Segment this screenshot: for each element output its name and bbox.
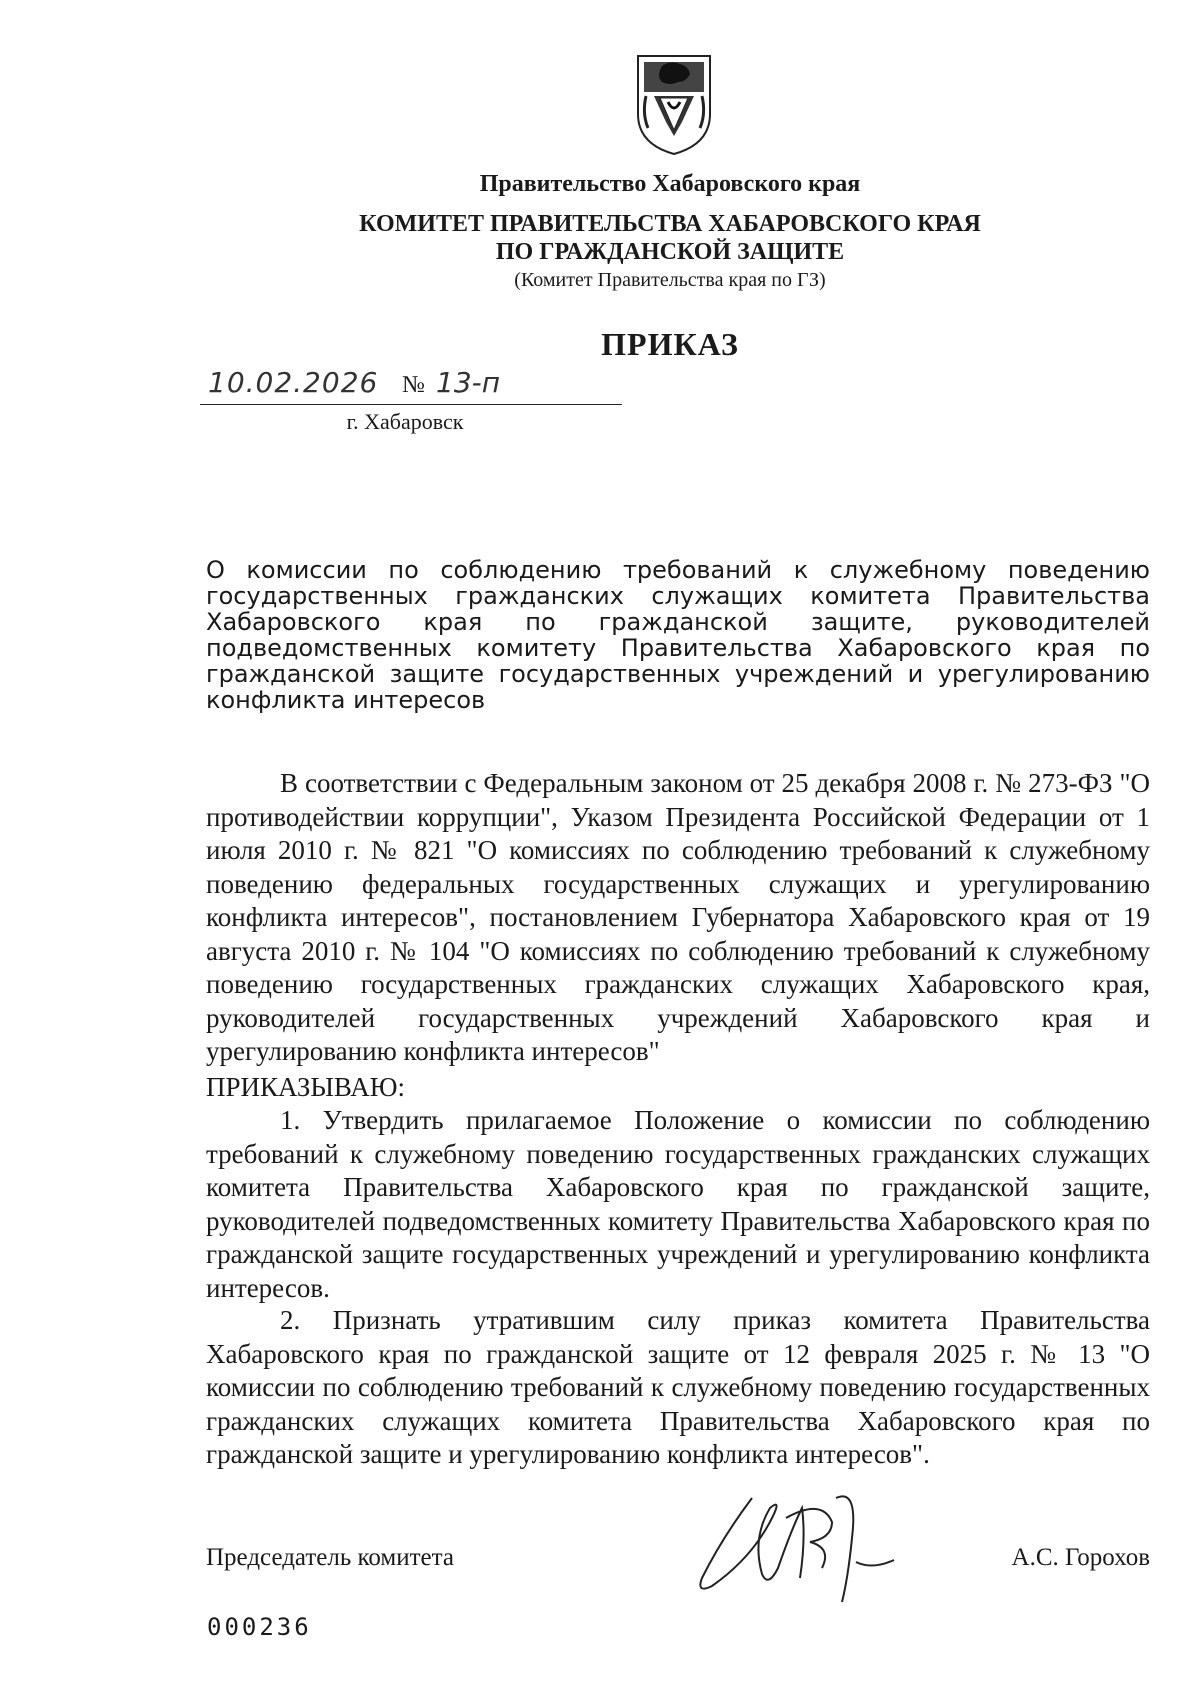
government-name: Правительство Хабаровского края bbox=[479, 171, 861, 197]
committee-abbreviation: (Комитет Правительства края по ГЗ) bbox=[514, 269, 826, 291]
number-sign: № bbox=[402, 372, 425, 398]
serial-number: 000236 bbox=[207, 1613, 312, 1641]
decree-word: ПРИКАЗЫВАЮ: bbox=[206, 1072, 405, 1102]
khabarovsk-coat-of-arms-icon bbox=[632, 52, 716, 158]
order-item-1: 1. Утвердить прилагаемое Положение о комиссии по соблюдению требований к служебному поведению государственных гражданских служащих комитета Правительства Хабаровского края по гражданской защите, руководителей подведомственных комитету Правительства Хабаровского края по гражданской защите государственных учреждений и урегулированию конфликта интересов. bbox=[206, 1105, 1150, 1303]
preamble-paragraph: В соответствии с Федеральным законом от 25 декабря 2008 г. № 273-ФЗ "О противодействии коррупции", Указом Президента Российской Федерации от 1 июля 2010 г. № 821 "О комиссиях по соблюдению требований к служебному поведению федеральных государственных служащих и урегулированию конфликта интересов", постановлением Губернатора Хабаровского края от 19 августа 2010 г. № 104 "О комиссиях по соблюдению требований к служебному поведению государственных гражданских служащих Хабаровского края, руководителей государственных учреждений Хабаровского края и урегулированию конфликта интересов" bbox=[206, 768, 1150, 1066]
city: г. Хабаровск bbox=[346, 409, 464, 434]
order-item-2: 2. Признать утратившим силу приказ комитета Правительства Хабаровского края по гражданской защите от 12 февраля 2025 г. № 13 "О комиссии по соблюдению требований к служебному поведению государственных гражданских служащих комитета Правительства Хабаровского края по гражданской защите и урегулированию конфликта интересов". bbox=[206, 1305, 1150, 1469]
handwritten-date: 10.02.2026 bbox=[208, 366, 379, 399]
signatory-name: А.С. Горохов bbox=[1011, 1544, 1150, 1571]
committee-name-line2: ПО ГРАЖДАНСКОЙ ЗАЩИТЕ bbox=[495, 239, 845, 265]
order-title: О комиссии по соблюдению требований к служебному поведению государственных гражданских служащих комитета Правительства Хабаровского края по гражданской защите, руководителей подведомственных комитету Правительства Хабаровского края по гражданской защите государственных учреждений и урегулированию конфликта интересов bbox=[206, 556, 1150, 714]
handwritten-signature-icon bbox=[682, 1478, 922, 1608]
date-underline bbox=[200, 404, 622, 405]
date-number-line bbox=[200, 366, 622, 406]
signature-row bbox=[206, 1544, 1150, 1584]
document-type: ПРИКАЗ bbox=[601, 326, 739, 362]
signatory-role: Председатель комитета bbox=[206, 1544, 454, 1571]
handwritten-number: 13-п bbox=[436, 366, 501, 399]
committee-name-line1: КОМИТЕТ ПРАВИТЕЛЬСТВА ХАБАРОВСКОГО КРАЯ bbox=[359, 211, 981, 237]
